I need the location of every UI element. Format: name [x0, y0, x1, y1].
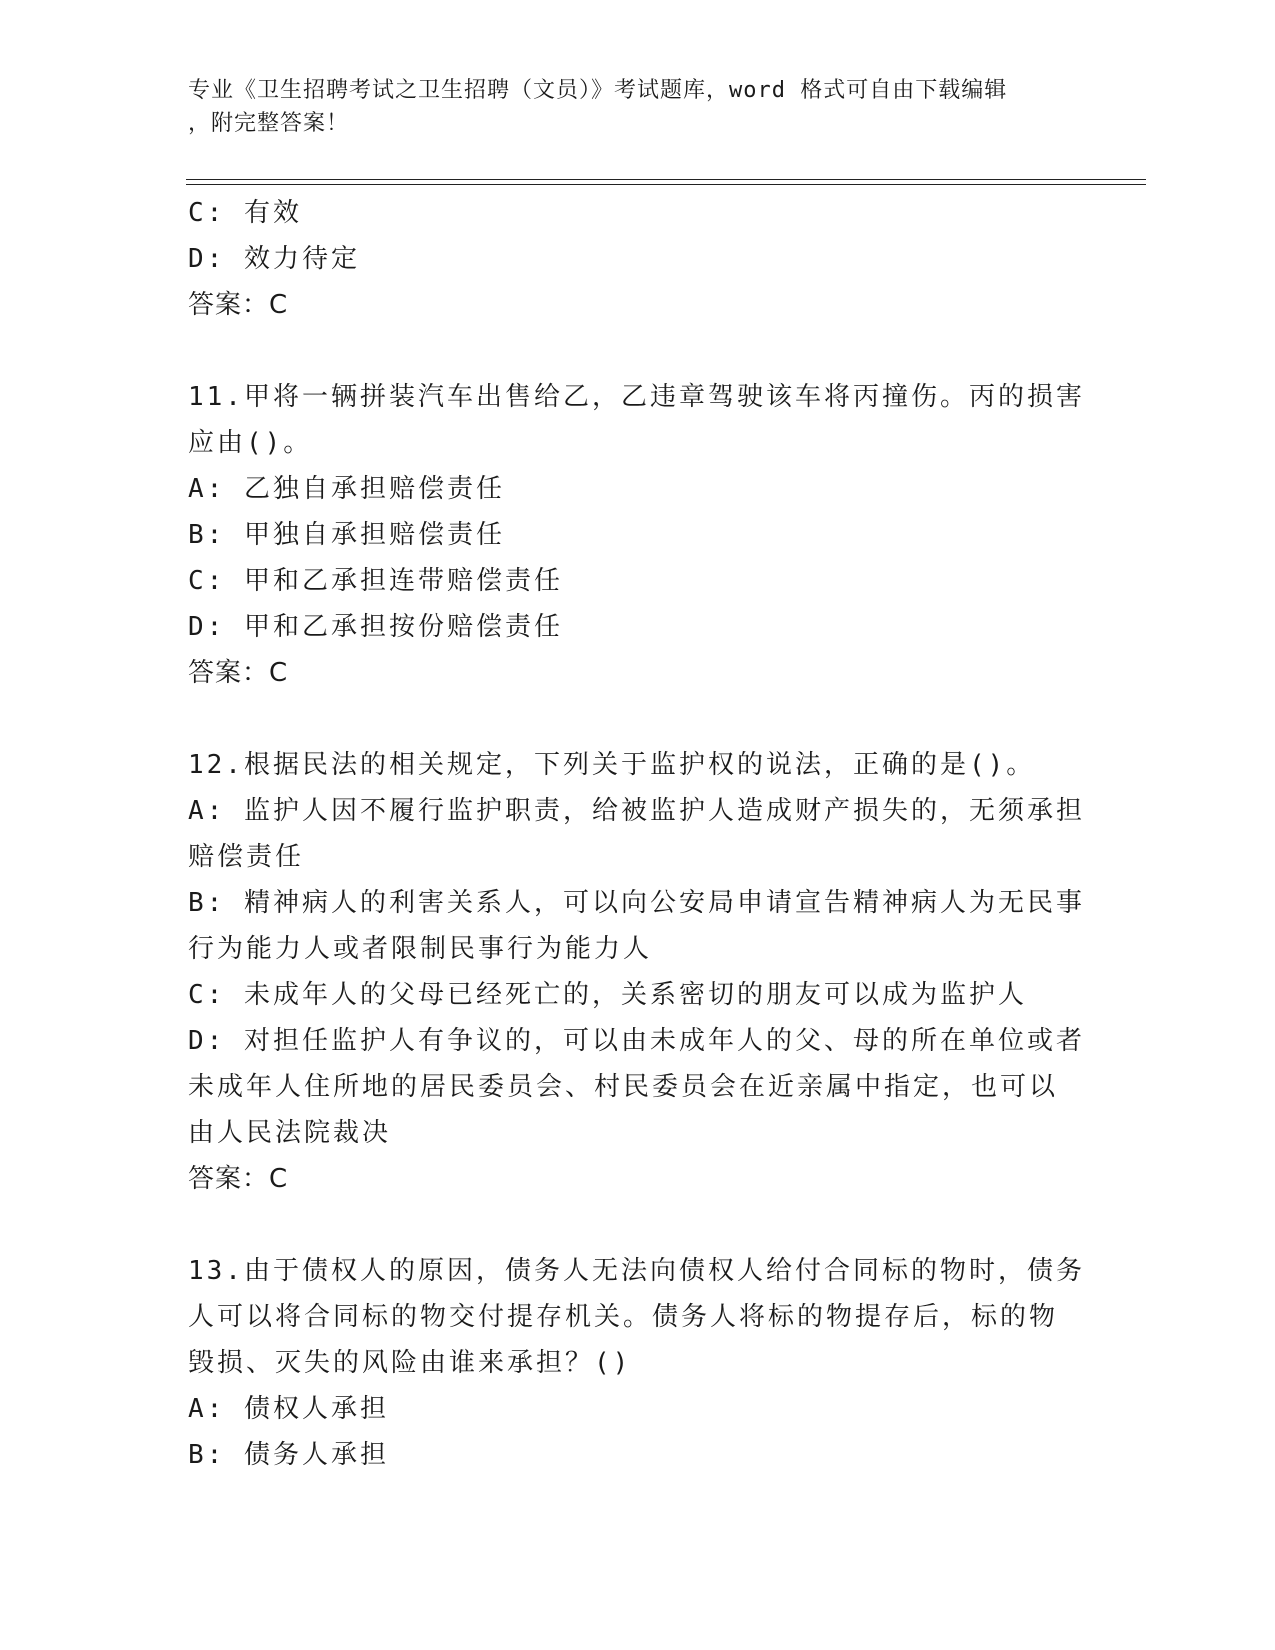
question-stem: 12.根据民法的相关规定，下列关于监护权的说法，正确的是()。 [188, 750, 1036, 780]
question-stem-cont: 应由()。 [188, 428, 313, 458]
question-13 [188, 1248, 1088, 1478]
question-stem-cont: 毁损、灭失的风险由谁来承担？() [188, 1348, 632, 1378]
option-b: B: 债务人承担 [188, 1440, 389, 1470]
option-c: C: 有效 [188, 198, 302, 228]
option-b: B: 精神病人的利害关系人，可以向公安局申请宣告精神病人为无民事 [188, 888, 1085, 918]
option-c: C: 未成年人的父母已经死亡的，关系密切的朋友可以成为监护人 [188, 980, 1027, 1010]
question-10-tail [188, 190, 1088, 328]
option-b-cont: 行为能力人或者限制民事行为能力人 [188, 934, 653, 964]
document-header [188, 74, 1068, 140]
answer: 答案：C [188, 658, 289, 688]
header-title-line-1: 专业《卫生招聘考试之卫生招聘（文员）》考试题库，word 格式可自由下载编辑 [188, 78, 1008, 103]
option-b: B: 甲独自承担赔偿责任 [188, 520, 505, 550]
question-stem-cont: 人可以将合同标的物交付提存机关。债务人将标的物提存后，标的物 [188, 1302, 1059, 1332]
header-divider-bottom [186, 184, 1146, 185]
option-d-cont: 由人民法院裁决 [188, 1118, 392, 1148]
option-d: D: 效力待定 [188, 244, 360, 274]
header-title-line-2: ，附完整答案！ [188, 111, 350, 136]
question-11 [188, 374, 1088, 696]
spacer [188, 328, 1088, 374]
option-a-cont: 赔偿责任 [188, 842, 305, 872]
spacer [188, 696, 1088, 742]
option-d: D: 对担任监护人有争议的，可以由未成年人的父、母的所在单位或者 [188, 1026, 1085, 1056]
option-a: A: 乙独自承担赔偿责任 [188, 474, 505, 504]
question-stem: 11.甲将一辆拼装汽车出售给乙，乙违章驾驶该车将丙撞伤。丙的损害 [188, 382, 1085, 412]
option-c: C: 甲和乙承担连带赔偿责任 [188, 566, 563, 596]
spacer [188, 1202, 1088, 1248]
header-divider-top [186, 179, 1146, 180]
question-stem: 13.由于债权人的原因，债务人无法向债权人给付合同标的物时，债务 [188, 1256, 1085, 1286]
option-a: A: 债权人承担 [188, 1394, 389, 1424]
option-a: A: 监护人因不履行监护职责，给被监护人造成财产损失的，无须承担 [188, 796, 1085, 826]
answer: 答案：C [188, 290, 289, 320]
document-body [188, 190, 1088, 1478]
option-d: D: 甲和乙承担按份赔偿责任 [188, 612, 563, 642]
question-12 [188, 742, 1088, 1202]
option-d-cont: 未成年人住所地的居民委员会、村民委员会在近亲属中指定，也可以 [188, 1072, 1059, 1102]
answer: 答案：C [188, 1164, 289, 1194]
